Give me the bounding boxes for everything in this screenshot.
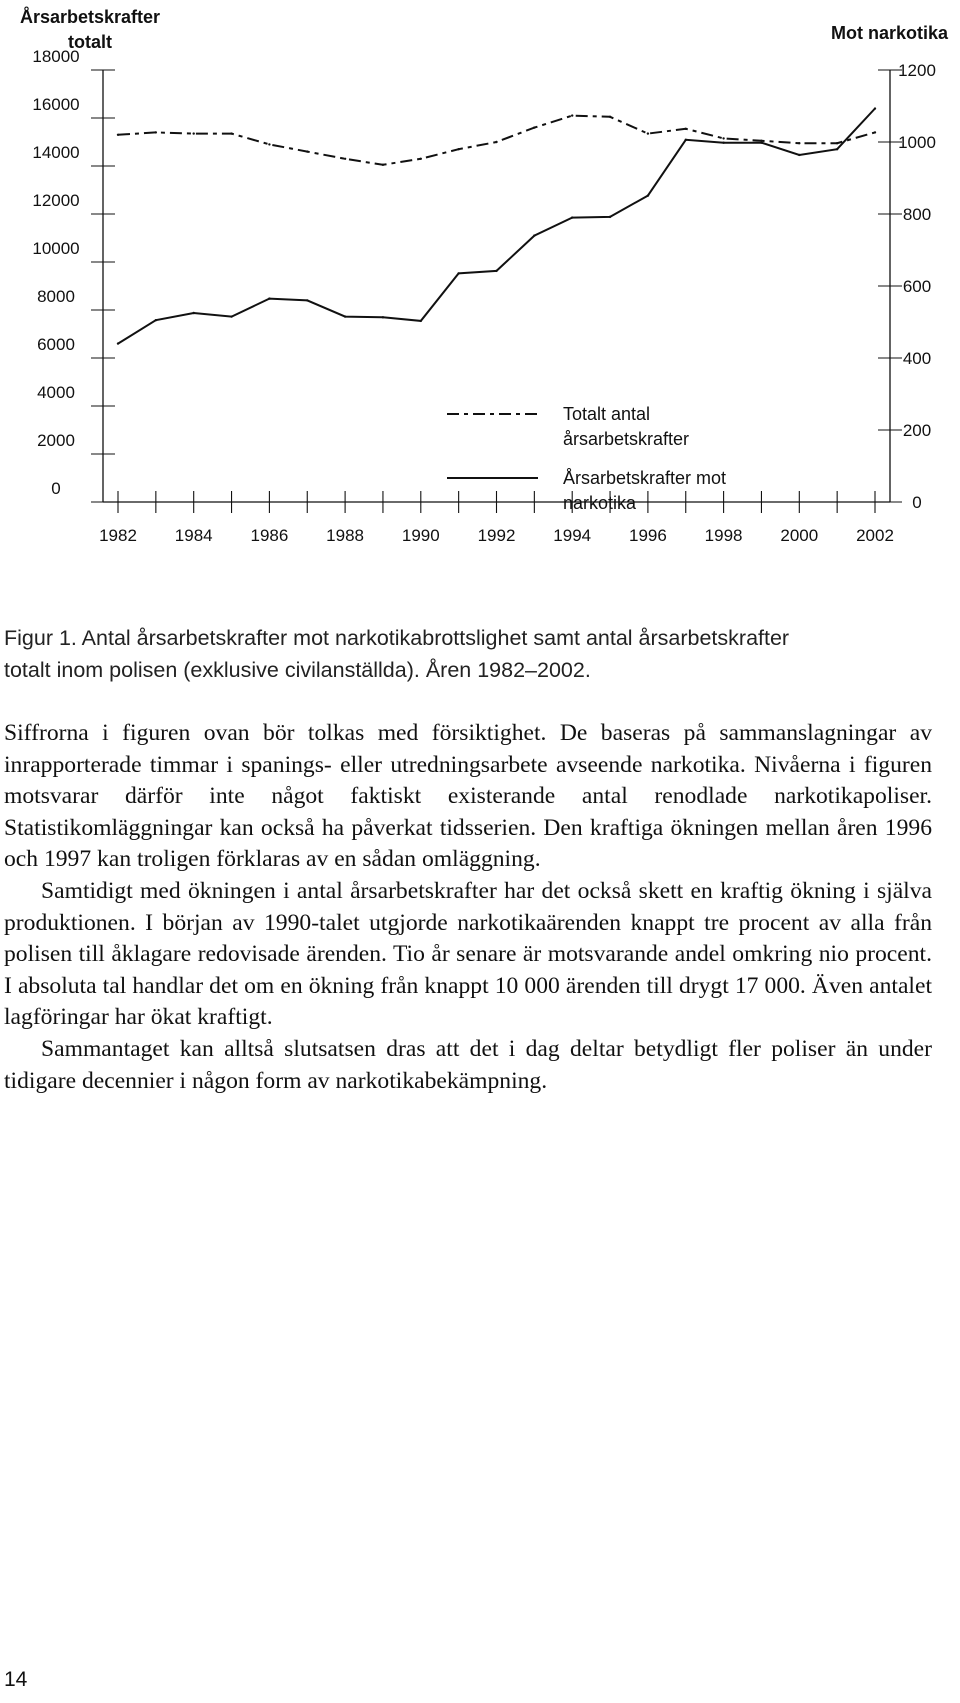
right-tick-label: 0	[912, 493, 922, 512]
body-text	[4, 718, 932, 1097]
chart	[0, 0, 960, 615]
data-point	[457, 148, 459, 150]
data-point	[382, 316, 384, 318]
right-tick-label: 400	[902, 349, 932, 368]
data-point	[344, 315, 346, 317]
left-tick-label: 10000	[32, 239, 80, 258]
left-tick-label: 8000	[37, 287, 75, 306]
data-point	[155, 319, 157, 321]
figure-caption	[4, 622, 944, 686]
data-point	[685, 128, 687, 130]
axes	[103, 70, 890, 502]
data-point	[306, 150, 308, 152]
x-tick-label: 1984	[174, 526, 213, 545]
right-tick-label: 1000	[898, 133, 936, 152]
data-point	[874, 131, 876, 133]
x-tick-label: 1986	[250, 526, 289, 545]
caption-line-2: totalt inom polisen (exklusive civilanställda). Åren 1982–2002.	[4, 658, 591, 682]
data-point	[155, 131, 157, 133]
paragraph: Samtidigt med ökningen i antal årsarbetskrafter har det också skett en kraftig ökning i själva produktionen. I början av 1990-talet utgjorde narkotikaärenden knappt tre procent av alla från polisen till åklagare redovisade ärenden. Tio år senare är motsvarande andel omkring nio procent. I absoluta tal handlar det om en ökning från knappt 10 000 ärenden till drygt 17 000. Även antalet lagföringar har ökat kraftigt.	[4, 877, 932, 1031]
x-tick-label: 1990	[401, 526, 440, 545]
x-tick-label: 1996	[628, 526, 667, 545]
data-point	[268, 297, 270, 299]
right-axis-title: Mot narkotika	[830, 23, 948, 43]
right-tick-label: 600	[902, 277, 932, 296]
data-point	[495, 141, 497, 143]
data-point	[647, 194, 649, 196]
data-point	[306, 299, 308, 301]
left-tick-label: 6000	[37, 335, 75, 354]
data-point	[722, 142, 724, 144]
data-point	[533, 126, 535, 128]
data-point	[420, 320, 422, 322]
legend-label: narkotika	[563, 493, 637, 513]
x-tick-label: 1992	[477, 526, 516, 545]
data-point	[117, 342, 119, 344]
left-axis-title	[20, 7, 160, 52]
left-tick-label: 12000	[32, 191, 80, 210]
left-tick-label: 14000	[32, 143, 80, 162]
data-point	[609, 216, 611, 218]
left-tick-label: 4000	[37, 383, 75, 402]
data-point	[798, 154, 800, 156]
data-point	[230, 315, 232, 317]
right-tick-label: 200	[902, 421, 932, 440]
right-tick-label: 800	[902, 205, 932, 224]
data-point	[647, 132, 649, 134]
x-tick-label: 2002	[856, 526, 894, 545]
data-point	[382, 164, 384, 166]
x-tick-label: 1994	[553, 526, 592, 545]
data-point	[193, 132, 195, 134]
right-tick-label: 1200	[898, 61, 936, 80]
legend-label: Årsarbetskrafter mot	[563, 468, 727, 488]
data-point	[685, 139, 687, 141]
left-tick-label: 18000	[32, 47, 80, 66]
left-tick-label: 16000	[32, 95, 80, 114]
ticks	[32, 47, 936, 545]
data-point	[874, 107, 876, 109]
data-point	[533, 234, 535, 236]
x-tick-label: 1982	[99, 526, 137, 545]
paragraph: Sammantaget kan alltså slutsatsen dras att det i dag deltar betydligt fler poliser än under tidigare decennier i någon form av narkotikabekämpning.	[4, 1035, 932, 1094]
caption-line-1: Figur 1. Antal årsarbetskrafter mot narkotikabrottslighet samt antal årsarbetskrafter	[4, 626, 790, 650]
legend	[447, 404, 726, 513]
left-axis-title-line: totalt	[68, 32, 112, 52]
data-point	[117, 134, 119, 136]
paragraph: Siffrorna i figuren ovan bör tolkas med försiktighet. De baseras på sammanslagningar av inrapporterade timmar i spanings- eller utredningsarbete avseende narkotika. Nivåerna i figuren motsvarar därför inte något faktiskt existerande antal renodlade narkotikapoliser. Statistikomläggningar kan också ha påverkat tidsserien. Den kraftiga ökningen mellan åren 1996 och 1997 kan troligen förklaras av en sådan omläggning.	[4, 720, 932, 873]
data-point	[268, 143, 270, 145]
x-tick-label: 2000	[780, 526, 819, 545]
legend-label: årsarbetskrafter	[563, 429, 690, 449]
left-axis-title-line: Årsarbetskrafter	[19, 7, 161, 27]
data-point	[571, 114, 573, 116]
data-point	[571, 216, 573, 218]
data-point	[193, 312, 195, 314]
data-point	[230, 132, 232, 134]
data-point	[344, 158, 346, 160]
data-point	[722, 137, 724, 139]
legend-label: Totalt antal	[563, 404, 651, 424]
data-point	[798, 142, 800, 144]
x-tick-label: 1988	[326, 526, 365, 545]
data-point	[836, 142, 838, 144]
data-point	[609, 116, 611, 118]
x-tick-label: 1998	[704, 526, 743, 545]
page-number: 14	[4, 1668, 28, 1691]
data-point	[495, 270, 497, 272]
data-point	[420, 158, 422, 160]
left-tick-label: 0	[51, 479, 61, 498]
left-tick-label: 2000	[37, 431, 75, 450]
data-point	[836, 148, 838, 150]
data-point	[457, 272, 459, 274]
data-point	[760, 142, 762, 144]
series-layer	[117, 107, 876, 344]
